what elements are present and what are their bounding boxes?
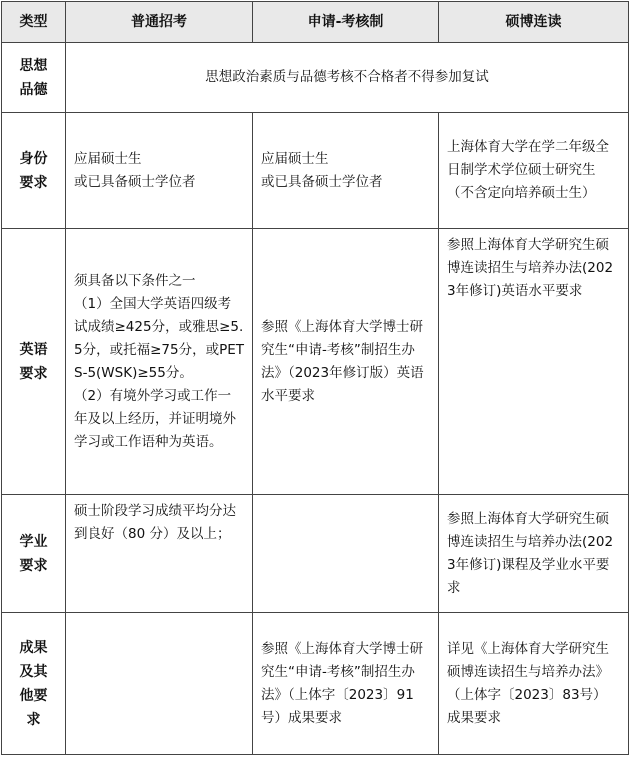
english-label: 英语要求 <box>2 229 66 495</box>
results-row <box>2 613 629 755</box>
academic-regular: 硕士阶段学习成绩平均分达到良好（80 分）及以上； <box>66 495 253 613</box>
academic-row <box>2 495 629 613</box>
english-apply-review: 参照《上海体育大学博士研究生“申请-考核”制招生办法》（2023年修订版）英语水平要求 <box>253 229 439 495</box>
header-type: 类型 <box>2 2 66 43</box>
results-apply-review: 参照《上海体育大学博士研究生“申请-考核”制招生办法》（上体字〔2023〕91号）成果要求 <box>253 613 439 755</box>
results-label: 成果及其他要求 <box>2 613 66 755</box>
header-direct-phd: 硕博连读 <box>439 2 629 43</box>
header-apply-review: 申请-考核制 <box>253 2 439 43</box>
academic-label: 学业要求 <box>2 495 66 613</box>
identity-regular: 应届硕士生 或已具备硕士学位者 <box>66 113 253 229</box>
results-direct-phd: 详见《上海体育大学研究生硕博连读招生与培养办法》（上体字〔2023〕83号）成果要求 <box>439 613 629 755</box>
identity-row <box>2 113 629 229</box>
header-regular: 普通招考 <box>66 2 253 43</box>
ideology-requirement: 思想政治素质与品德考核不合格者不得参加复试 <box>66 43 629 113</box>
results-regular <box>66 613 253 755</box>
admission-requirements-table <box>1 1 629 755</box>
english-row <box>2 229 629 495</box>
english-direct-phd: 参照上海体育大学研究生硕博连读招生与培养办法(2023年修订)英语水平要求 <box>439 229 629 495</box>
ideology-row <box>2 43 629 113</box>
academic-direct-phd: 参照上海体育大学研究生硕博连读招生与培养办法(2023年修订)课程及学业水平要求 <box>439 495 629 613</box>
identity-direct-phd: 上海体育大学在学二年级全日制学术学位硕士研究生（不含定向培养硕士生） <box>439 113 629 229</box>
identity-label: 身份要求 <box>2 113 66 229</box>
identity-apply-review: 应届硕士生 或已具备硕士学位者 <box>253 113 439 229</box>
academic-apply-review <box>253 495 439 613</box>
ideology-label: 思想品德 <box>2 43 66 113</box>
english-regular: 须具备以下条件之一 （1）全国大学英语四级考试成绩≥425分，或雅思≥5.5分，或托福≥75分，或PETS-5(WSK)≥55分。 （2）有境外学习或工作一年及以上经历，并证明境外学习或工作语种为英语。 <box>66 229 253 495</box>
header-row <box>2 2 629 43</box>
